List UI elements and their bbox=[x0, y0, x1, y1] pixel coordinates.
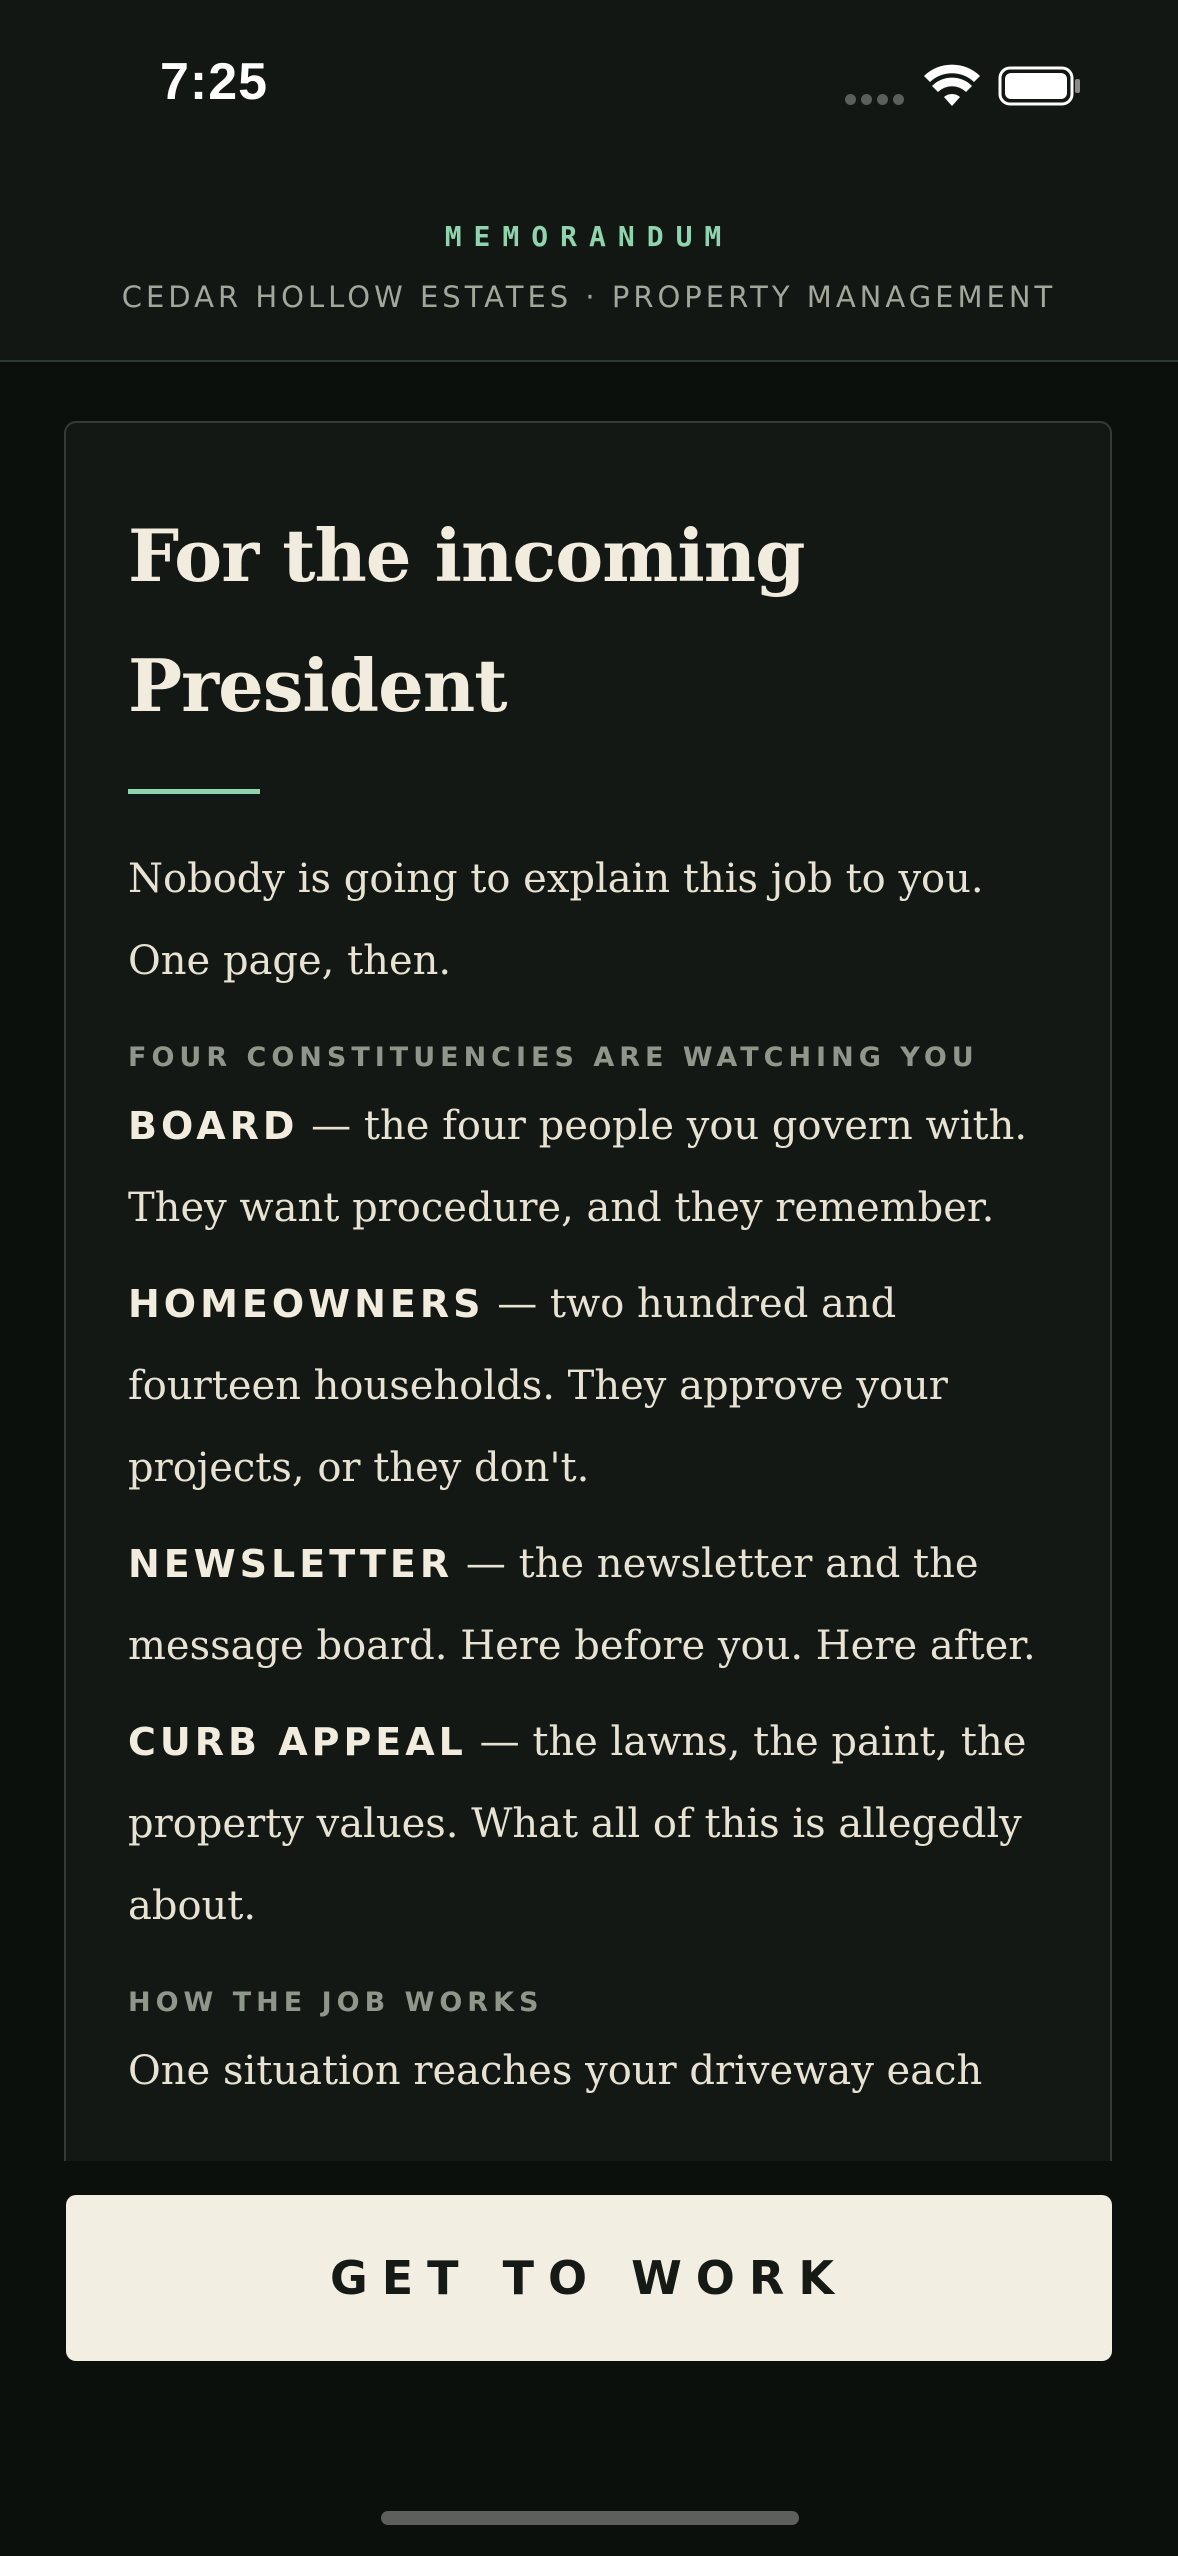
wifi-icon bbox=[924, 64, 980, 108]
how-text: One situation reaches your driveway each bbox=[128, 2048, 983, 2094]
accent-divider bbox=[128, 789, 260, 794]
how-label: HOW THE JOB WORKS bbox=[128, 1987, 544, 2018]
constituency-description: — two hundred and fourteen households. They approve your projects, or they don't. bbox=[128, 1281, 948, 1491]
constituency-term: NEWSLETTER bbox=[128, 1542, 454, 1586]
get-to-work-button[interactable]: GET TO WORK bbox=[66, 2195, 1112, 2361]
header-eyebrow: MEMORANDUM bbox=[444, 220, 734, 253]
memo-title: For the incoming President bbox=[128, 513, 805, 728]
constituency-description: — the four people you govern with. They want procedure, and they remember. bbox=[128, 1103, 1028, 1231]
constituency-description: — the newsletter and the message board. Here before you. Here after. bbox=[128, 1541, 1036, 1669]
header-subtitle: CEDAR HOLLOW ESTATES · PROPERTY MANAGEMENT bbox=[121, 280, 1057, 314]
memo-intro: Nobody is going to explain this job to you. One page, then. bbox=[128, 856, 984, 984]
home-indicator[interactable] bbox=[381, 2511, 799, 2525]
cellular-signal-icon bbox=[845, 94, 904, 105]
constituency-board bbox=[128, 1085, 1058, 1249]
constituencies-label: FOUR CONSTITUENCIES ARE WATCHING YOU bbox=[128, 1042, 979, 1073]
constituency-homeowners bbox=[128, 1263, 1058, 1509]
status-time: 7:25 bbox=[160, 53, 269, 111]
footer bbox=[0, 2161, 1178, 2556]
status-bar bbox=[0, 0, 1178, 170]
memo-card[interactable] bbox=[64, 421, 1112, 2161]
constituency-newsletter bbox=[128, 1523, 1058, 1687]
battery-icon bbox=[998, 66, 1082, 106]
constituency-curb-appeal bbox=[128, 1701, 1058, 1947]
memo-content bbox=[128, 491, 1058, 2126]
constituency-term: HOMEOWNERS bbox=[128, 1282, 485, 1326]
constituency-description: — the lawns, the paint, the property values. What all of this is allegedly about. bbox=[128, 1719, 1027, 1929]
constituency-term: CURB APPEAL bbox=[128, 1720, 467, 1764]
memo-header bbox=[0, 170, 1178, 362]
constituency-term: BOARD bbox=[128, 1104, 299, 1148]
